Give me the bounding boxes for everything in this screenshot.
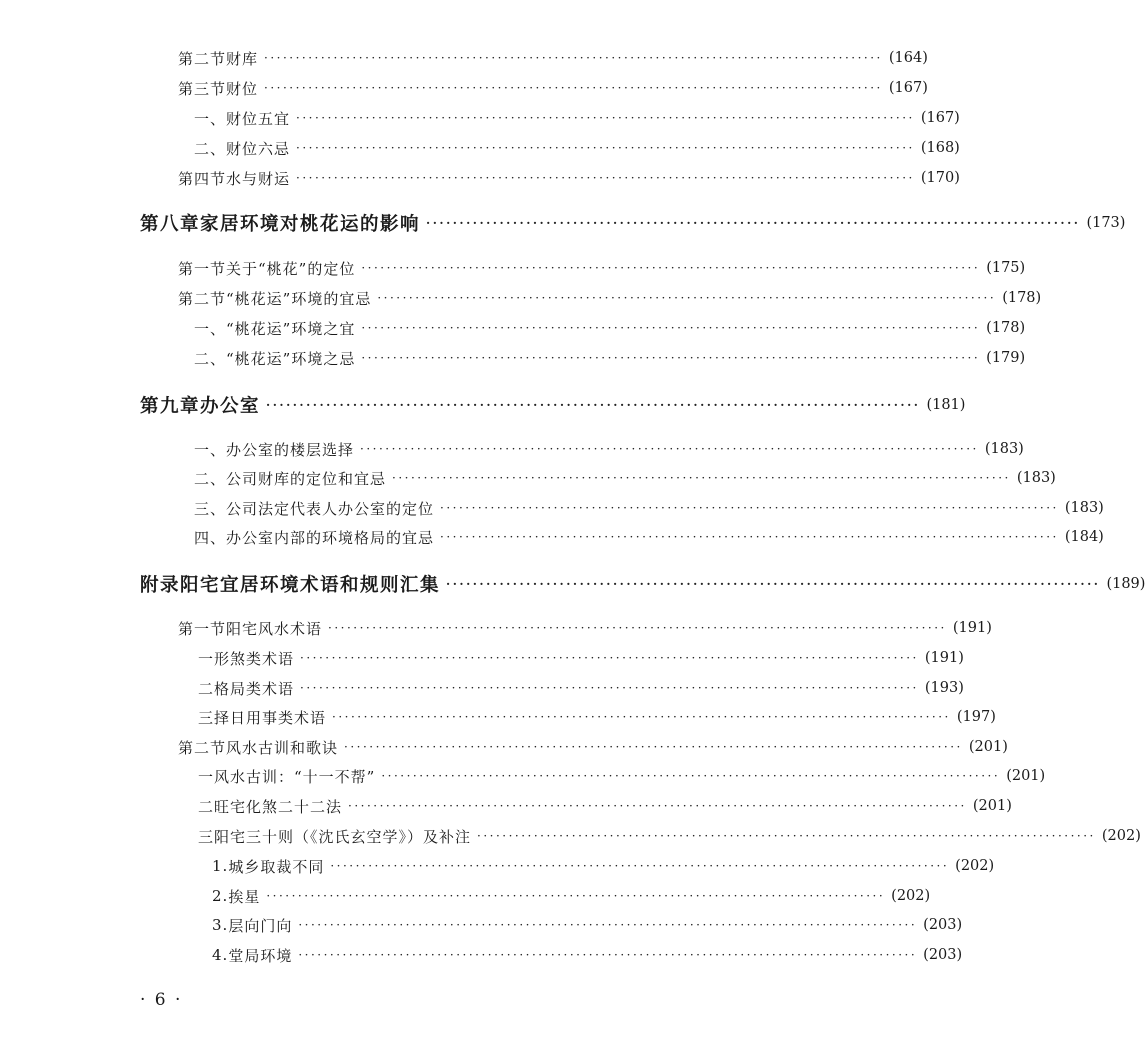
dot-leader: ·································································································· bbox=[266, 398, 921, 412]
chapter-entry[interactable] bbox=[0, 570, 1145, 598]
entry-title: 二、“桃花运”环境之忌 bbox=[194, 349, 356, 368]
dot-leader: ·································································································· bbox=[264, 81, 883, 95]
page-number: (183) bbox=[1064, 500, 1104, 516]
entry-title: 风水古训：“十一不帮” bbox=[214, 767, 376, 786]
toc-entry[interactable] bbox=[0, 46, 928, 70]
entry-title: 风水古训和歌诀 bbox=[226, 738, 339, 757]
entry-title: 阳宅三十则（《沈氏玄空学》）及补注 bbox=[214, 827, 472, 846]
chapter-title: 办公室 bbox=[200, 396, 261, 417]
page-number: (184) bbox=[1064, 529, 1104, 545]
page-number: (191) bbox=[924, 650, 964, 666]
item-number: 4. bbox=[212, 946, 229, 964]
page-number: (201) bbox=[972, 798, 1012, 814]
page-number: (201) bbox=[1006, 768, 1046, 784]
dot-leader: ·································································································· bbox=[344, 740, 963, 754]
toc-entry[interactable] bbox=[0, 884, 931, 908]
page-number: (181) bbox=[926, 397, 966, 413]
entry-title: 挨星 bbox=[228, 887, 261, 906]
item-number: 三 bbox=[198, 827, 215, 846]
page-number: (178) bbox=[1002, 290, 1042, 306]
entry-title: 一、办公室的楼层选择 bbox=[194, 440, 355, 459]
chapter-entry[interactable] bbox=[0, 391, 966, 419]
entry-title: 择日用事类术语 bbox=[214, 708, 327, 727]
entry-title: 阳宅风水术语 bbox=[226, 619, 323, 638]
dot-leader: ·································································································· bbox=[298, 918, 918, 932]
dot-leader: ·································································································· bbox=[440, 530, 1059, 544]
page-number: (168) bbox=[920, 140, 960, 156]
chapter-title: 家居环境对桃花运的影响 bbox=[200, 214, 421, 235]
page-number: (202) bbox=[1101, 828, 1141, 844]
item-number: 二 bbox=[198, 797, 215, 816]
page-number: (170) bbox=[920, 170, 960, 186]
chapter-label: 附录 bbox=[140, 575, 181, 596]
page-number: (175) bbox=[986, 260, 1026, 276]
toc-entry[interactable] bbox=[0, 705, 996, 729]
entry-title: 格局类术语 bbox=[214, 679, 295, 698]
entry-title: 财库 bbox=[226, 49, 259, 68]
dot-leader: ·································································································· bbox=[361, 321, 981, 335]
item-number: 3. bbox=[212, 916, 229, 934]
toc-entry[interactable] bbox=[0, 76, 928, 100]
page-number: (183) bbox=[984, 441, 1024, 457]
entry-title: 二、公司财库的定位和宜忌 bbox=[194, 469, 387, 488]
dot-leader: ·································································································· bbox=[392, 471, 1011, 485]
toc-entry[interactable] bbox=[0, 913, 963, 937]
page-number: (203) bbox=[923, 947, 963, 963]
section-label: 第二节 bbox=[178, 738, 227, 757]
section-label: 第四节 bbox=[178, 169, 227, 188]
toc-entry[interactable] bbox=[0, 676, 964, 700]
toc-entry[interactable] bbox=[0, 794, 1012, 818]
entry-title: 四、办公室内部的环境格局的宜忌 bbox=[194, 528, 435, 547]
dot-leader: ·································································································· bbox=[426, 216, 1081, 230]
entry-title: 三、公司法定代表人办公室的定位 bbox=[194, 499, 435, 518]
entry-title: “桃花运”环境的宜忌 bbox=[226, 289, 372, 308]
chapter-entry[interactable] bbox=[0, 209, 1126, 237]
dot-leader: ·································································································· bbox=[266, 889, 886, 903]
dot-leader: ·································································································· bbox=[298, 948, 918, 962]
dot-leader: ·································································································· bbox=[446, 577, 1101, 591]
page-number: (191) bbox=[952, 620, 992, 636]
toc-entry[interactable] bbox=[0, 616, 992, 640]
entry-title: 旺宅化煞二十二法 bbox=[214, 797, 343, 816]
toc-entry[interactable] bbox=[0, 346, 1026, 370]
dot-leader: ·································································································· bbox=[348, 799, 967, 813]
section-label: 第三节 bbox=[178, 79, 227, 98]
toc-entry[interactable] bbox=[0, 136, 960, 160]
dot-leader: ·································································································· bbox=[361, 351, 981, 365]
page-number: (183) bbox=[1016, 470, 1056, 486]
toc-entry[interactable] bbox=[0, 735, 1008, 759]
dot-leader: ·································································································· bbox=[264, 51, 883, 65]
toc-entry[interactable] bbox=[0, 824, 1141, 848]
section-label: 第一节 bbox=[178, 619, 227, 638]
dot-leader: ·································································································· bbox=[296, 111, 915, 125]
page-number: (167) bbox=[888, 80, 928, 96]
toc-entry[interactable] bbox=[0, 286, 1042, 310]
toc-entry[interactable] bbox=[0, 466, 1056, 490]
toc-entry[interactable] bbox=[0, 525, 1104, 549]
entry-title: 形煞类术语 bbox=[214, 649, 295, 668]
item-number: 三 bbox=[198, 708, 215, 727]
toc-entry[interactable] bbox=[0, 854, 995, 878]
dot-leader: ·································································································· bbox=[296, 171, 915, 185]
page-number: (178) bbox=[986, 320, 1026, 336]
dot-leader: ·································································································· bbox=[332, 710, 951, 724]
dot-leader: ·································································································· bbox=[440, 501, 1059, 515]
entry-title: 堂局环境 bbox=[228, 946, 293, 965]
entry-title: 财位 bbox=[226, 79, 259, 98]
page-number: (189) bbox=[1106, 576, 1145, 592]
entry-title: 二、财位六忌 bbox=[194, 139, 291, 158]
toc-entry[interactable] bbox=[0, 646, 964, 670]
dot-leader: ·································································································· bbox=[328, 621, 947, 635]
entry-title: 一、财位五宜 bbox=[194, 109, 291, 128]
page-number: (202) bbox=[891, 888, 931, 904]
item-number: 一 bbox=[198, 649, 215, 668]
toc-entry[interactable] bbox=[0, 764, 1046, 788]
page-number: (167) bbox=[920, 110, 960, 126]
dot-leader: ·································································································· bbox=[361, 261, 981, 275]
page-folio: · 6 · bbox=[140, 990, 183, 1010]
page-number: (203) bbox=[923, 917, 963, 933]
dot-leader: ·································································································· bbox=[296, 141, 915, 155]
toc-entry[interactable] bbox=[0, 496, 1104, 520]
dot-leader: ·································································································· bbox=[377, 291, 997, 305]
item-number: 一 bbox=[198, 767, 215, 786]
entry-title: 水与财运 bbox=[226, 169, 291, 188]
toc-entry[interactable] bbox=[0, 943, 963, 967]
toc-entry[interactable] bbox=[0, 256, 1026, 280]
toc-entry[interactable] bbox=[0, 437, 1024, 461]
toc-entry[interactable] bbox=[0, 316, 1026, 340]
dot-leader: ·································································································· bbox=[381, 769, 1001, 783]
page-number: (164) bbox=[888, 50, 928, 66]
entry-title: 一、“桃花运”环境之宜 bbox=[194, 319, 356, 338]
entry-title: 关于“桃花”的定位 bbox=[226, 259, 356, 278]
chapter-title: 阳宅宜居环境术语和规则汇集 bbox=[180, 575, 441, 596]
section-label: 第二节 bbox=[178, 49, 227, 68]
item-number: 1. bbox=[212, 857, 229, 875]
chapter-label: 第九章 bbox=[140, 396, 201, 417]
dot-leader: ·································································································· bbox=[360, 442, 979, 456]
dot-leader: ·································································································· bbox=[300, 651, 919, 665]
item-number: 2. bbox=[212, 887, 229, 905]
chapter-label: 第八章 bbox=[140, 214, 201, 235]
dot-leader: ·································································································· bbox=[330, 859, 950, 873]
page-number: (202) bbox=[955, 858, 995, 874]
dot-leader: ·································································································· bbox=[477, 829, 1096, 843]
section-label: 第二节 bbox=[178, 289, 227, 308]
toc-entry[interactable] bbox=[0, 166, 960, 190]
page-number: (197) bbox=[956, 709, 996, 725]
entry-title: 层向门向 bbox=[228, 916, 293, 935]
page-number: (193) bbox=[924, 680, 964, 696]
section-label: 第一节 bbox=[178, 259, 227, 278]
page-number: (201) bbox=[968, 739, 1008, 755]
page-number: (173) bbox=[1086, 215, 1126, 231]
item-number: 二 bbox=[198, 679, 215, 698]
entry-title: 城乡取裁不同 bbox=[228, 857, 325, 876]
toc-entry[interactable] bbox=[0, 106, 960, 130]
dot-leader: ·································································································· bbox=[300, 681, 919, 695]
page-number: (179) bbox=[986, 350, 1026, 366]
